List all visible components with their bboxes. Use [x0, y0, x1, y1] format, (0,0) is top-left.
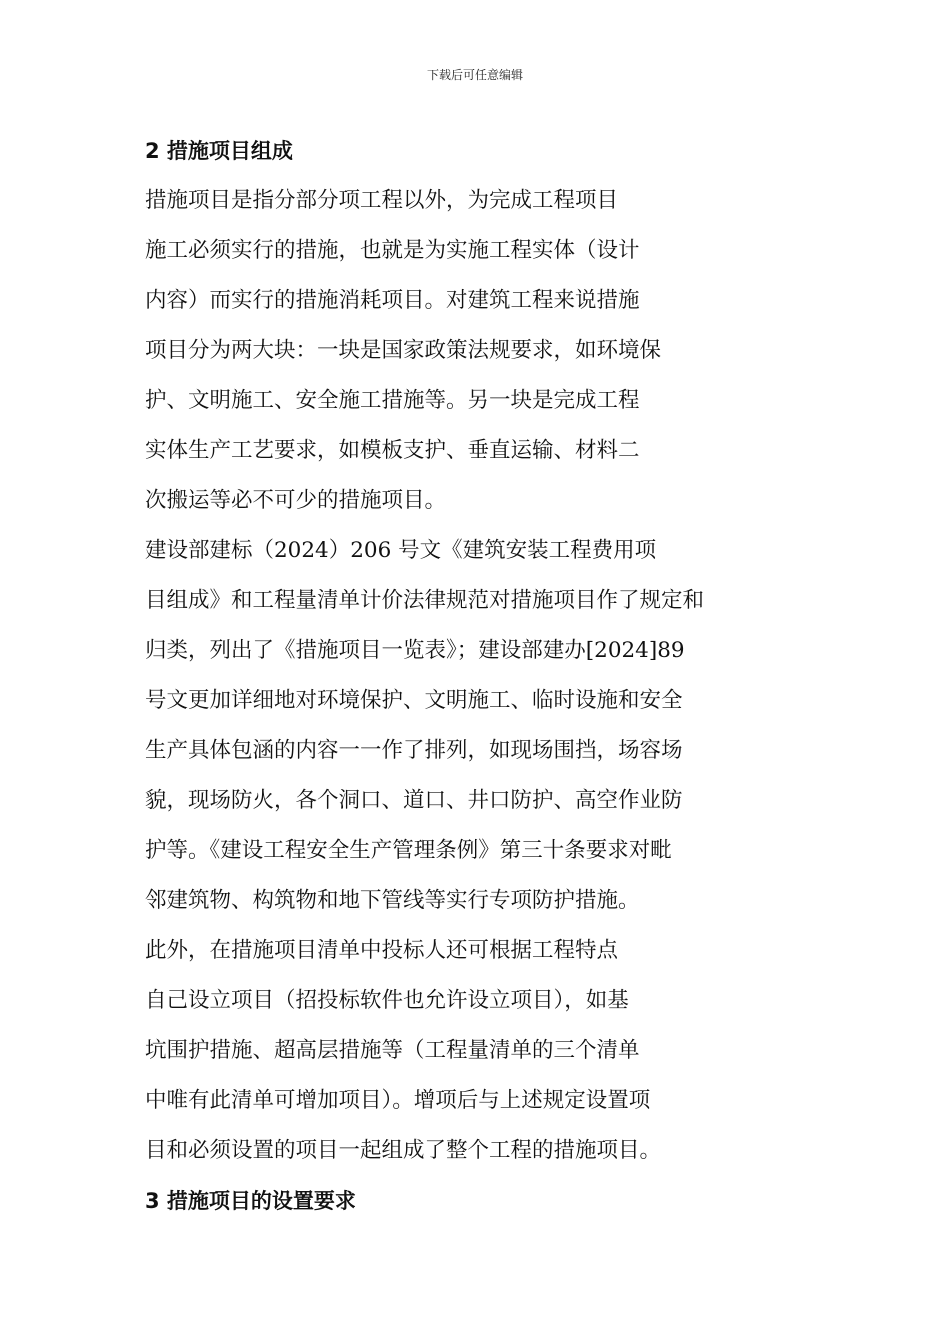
paragraph-2-line: 归类，列出了《措施项目一览表》；建设部建办[2024]89	[145, 638, 685, 663]
document-body	[145, 126, 765, 1226]
paragraph-2-line: 生产具体包涵的内容一一作了排列，如现场围挡，场容场	[145, 738, 683, 763]
paragraph-3-line: 自己设立项目（招投标软件也允许设立项目），如基	[145, 988, 629, 1013]
paragraph-3	[145, 926, 765, 1176]
paragraph-2	[145, 526, 765, 926]
paragraph-2-line: 号文更加详细地对环境保护、文明施工、临时设施和安全	[145, 688, 683, 713]
paragraph-3-line: 此外，在措施项目清单中投标人还可根据工程特点	[145, 938, 619, 963]
paragraph-1	[145, 176, 765, 526]
paragraph-2-line: 建设部建标（2024）206 号文《建筑安装工程费用项	[145, 538, 657, 563]
paragraph-2-line: 目组成》和工程量清单计价法律规范对措施项目作了规定和	[145, 588, 705, 613]
paragraph-2-line: 护等。《建设工程安全生产管理条例》第三十条要求对毗	[145, 838, 672, 863]
paragraph-1-line: 实体生产工艺要求，如模板支护、垂直运输、材料二	[145, 438, 640, 463]
paragraph-2-line: 貌，现场防火，各个洞口、道口、井口防护、高空作业防	[145, 788, 683, 813]
paragraph-1-line: 护、文明施工、安全施工措施等。另一块是完成工程	[145, 388, 640, 413]
section-2-heading: 2 措施项目组成	[145, 139, 293, 163]
section-3-heading: 3 措施项目的设置要求	[145, 1189, 356, 1213]
paragraph-3-line: 坑围护措施、超高层措施等（工程量清单的三个清单	[145, 1038, 640, 1063]
paragraph-1-line: 项目分为两大块：一块是国家政策法规要求，如环境保	[145, 338, 662, 363]
paragraph-1-line: 内容）而实行的措施消耗项目。对建筑工程来说措施	[145, 288, 640, 313]
paragraph-2-line: 邻建筑物、构筑物和地下管线等实行专项防护措施。	[145, 888, 640, 913]
paragraph-1-line: 措施项目是指分部分项工程以外，为完成工程项目	[145, 188, 619, 213]
paragraph-3-line: 中唯有此清单可增加项目）。增项后与上述规定设置项	[145, 1088, 651, 1113]
page-header: 下载后可任意编辑	[426, 68, 523, 82]
paragraph-3-line: 目和必须设置的项目一起组成了整个工程的措施项目。	[145, 1138, 662, 1163]
paragraph-1-line: 次搬运等必不可少的措施项目。	[145, 488, 447, 513]
paragraph-1-line: 施工必须实行的措施，也就是为实施工程实体（设计	[145, 238, 640, 263]
